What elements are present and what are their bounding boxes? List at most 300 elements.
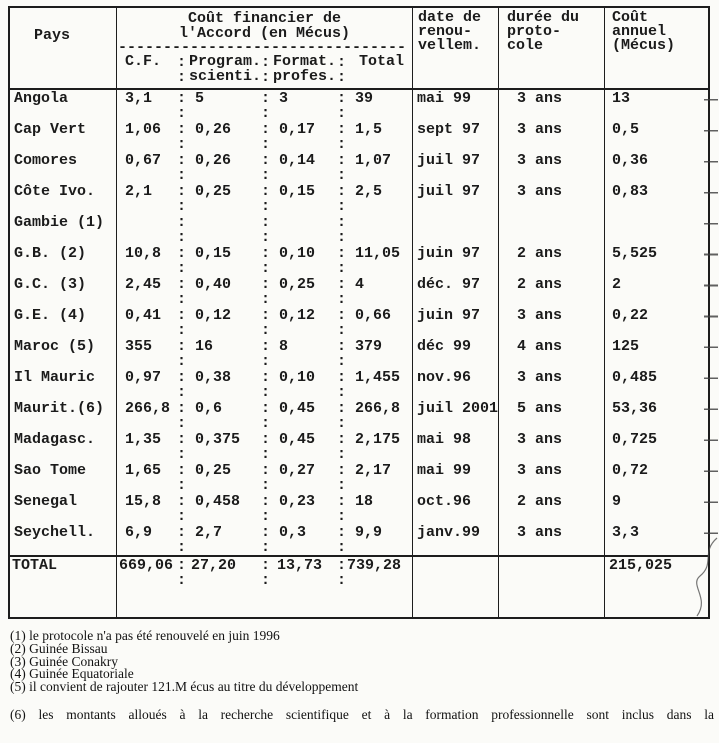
colon-separator [261,152,271,183]
colon: : [261,152,271,169]
colon: : [177,276,187,293]
cell-cost-group [117,214,413,245]
cell-pays: Cap Vert [10,121,117,152]
cell-pays: Comores [10,152,117,183]
colon: : [337,245,347,262]
cell-cf: 10,8 [125,245,162,262]
cell-annual: 215,025 [609,557,673,574]
colon: : [337,446,347,463]
cell-total: 4 [355,276,365,293]
cell-date: nov.96 [413,369,499,400]
colon-separator [337,54,347,69]
header-pays-label: Pays [34,27,71,44]
header-date [413,8,499,88]
colon: : [261,167,271,184]
colon-separator [337,214,347,245]
footnote-2: (2) Guinée Bissau [10,640,108,656]
colon: : [337,152,347,169]
colon-separator [337,524,347,555]
colon: : [177,260,187,277]
cell-program: 27,20 [191,557,237,574]
colon: : [177,508,187,525]
cell-cf: 0,67 [125,152,162,169]
colon: : [337,524,347,541]
cell-pays: Maurit.(6) [10,400,117,431]
cell-pays: Maroc (5) [10,338,117,369]
colon-separator [337,462,347,493]
colon-separator [337,245,347,276]
cell-cost-group [117,152,413,183]
colon: : [261,198,271,215]
cell-format: 0,23 [279,493,316,510]
colon: : [337,557,347,574]
footnote-5: (5) il convient de rajouter 121.M écus au titre du développement [10,679,359,695]
colon: : [177,291,187,308]
cell-annual: 0,5 [612,121,640,138]
colon: : [177,338,187,355]
cell-cf: 0,97 [125,369,162,386]
colon-separator [337,276,347,307]
table-row [10,462,708,493]
cell-total: 2,17 [355,462,392,479]
cell-annual: 0,725 [612,431,658,448]
colon-separator [177,152,187,183]
subheader-scienti: scienti. [189,68,262,85]
colon: : [261,462,271,479]
cell-program: 0,458 [195,493,241,510]
header-duree-line2: proto- [507,23,562,40]
cell-format: 0,45 [279,400,316,417]
cell-total: 1,07 [355,152,392,169]
table-row [10,183,708,214]
dashed-rule: -------------------------------- [118,41,407,54]
cell-cf: 1,06 [125,121,162,138]
cell-program: 0,12 [195,307,232,324]
colon: : [337,276,347,293]
subheader-line2 [117,69,412,84]
cell-format [271,214,337,245]
colon: : [177,90,187,107]
colon-separator [177,462,187,493]
colon-separator [177,121,187,152]
colon-separator [337,557,347,617]
colon-separator [337,121,347,152]
cell-total: 379 [355,338,383,355]
cell-date: mai 99 [413,462,499,493]
cell-pays: Côte Ivo. [10,183,117,214]
colon: : [261,69,271,86]
colon: : [177,415,187,432]
colon-separator [337,431,347,462]
subheader-line1 [117,54,412,69]
cell-duree [499,214,605,245]
cell-program: 0,375 [195,431,241,448]
colon: : [261,307,271,324]
colon: : [337,369,347,386]
cell-annual [605,214,708,245]
footnote-6: (6) les montants alloués à la recherche scientifique et à la formation professionnelle sont inclus dans la [10,706,714,722]
table-row [10,307,708,338]
colon: : [337,214,347,231]
cell-cost-group [117,121,413,152]
colon-separator [177,557,187,617]
cell-total: 1,455 [355,369,401,386]
colon-separator [261,338,271,369]
colon: : [261,572,271,589]
table-row [10,90,708,121]
table-row [10,152,708,183]
cell-date: sept 97 [413,121,499,152]
colon: : [261,400,271,417]
cell-date [413,214,499,245]
table-row [10,524,708,555]
colon: : [177,493,187,510]
cell-date: juin 97 [413,245,499,276]
cell-cf: 1,35 [125,431,162,448]
colon-separator [261,121,271,152]
cell-program: 0,15 [195,245,232,262]
table-row [10,214,708,245]
colon-separator [261,183,271,214]
colon: : [177,167,187,184]
cell-date: déc 99 [413,338,499,369]
cell-cost-group [117,183,413,214]
colon: : [177,462,187,479]
cell-cost-group [117,493,413,524]
colon: : [177,54,187,71]
cell-program: 0,40 [195,276,232,293]
cell-format: 0,45 [279,431,316,448]
cell-pays: TOTAL [10,557,117,617]
header-annual-line1: Coût [612,9,649,26]
colon-separator [177,69,187,84]
cell-total: 9,9 [355,524,383,541]
colon: : [337,105,347,122]
colon: : [261,353,271,370]
cell-format: 8 [279,338,289,355]
header-duree-line3: cole [507,37,544,54]
table-row [10,338,708,369]
cell-annual: 13 [612,90,631,107]
colon: : [261,260,271,277]
cell-duree: 3 ans [499,462,605,493]
cell-cf: 355 [125,338,153,355]
cell-duree: 2 ans [499,493,605,524]
cell-program: 0,25 [195,462,232,479]
cell-duree [499,557,605,617]
cell-total: 11,05 [355,245,401,262]
colon: : [261,121,271,138]
colon-separator [337,369,347,400]
colon: : [177,69,187,86]
colon: : [337,384,347,401]
cell-cost-group [117,245,413,276]
colon-separator [177,400,187,431]
cell-program: 5 [195,90,205,107]
colon-separator [261,54,271,69]
colon: : [177,121,187,138]
colon: : [337,291,347,308]
cell-annual: 125 [612,338,640,355]
colon: : [261,384,271,401]
colon: : [177,477,187,494]
colon-separator [261,276,271,307]
colon: : [261,508,271,525]
cell-format: 0,12 [279,307,316,324]
colon-separator [337,493,347,524]
header-annual-line2: annuel [612,23,667,40]
cell-total: 266,8 [355,400,401,417]
colon: : [337,90,347,107]
colon: : [261,291,271,308]
cell-cost-group [117,338,413,369]
subheader-total: Total [359,53,405,70]
cell-pays: Il Mauric [10,369,117,400]
cell-program: 0,25 [195,183,232,200]
table-row [10,431,708,462]
colon: : [261,214,271,231]
cell-cf: 2,45 [125,276,162,293]
cell-total: 18 [355,493,374,510]
cell-pays: G.C. (3) [10,276,117,307]
colon: : [337,462,347,479]
colon-separator [261,524,271,555]
colon-separator [261,557,271,617]
cell-format: 3 [279,90,289,107]
colon: : [261,524,271,541]
header-cost-group [117,8,413,88]
header-annual-line3: (Mécus) [612,37,676,54]
footnote-4: (4) Guinée Equatoriale [10,666,134,682]
cell-total: 0,66 [355,307,392,324]
colon: : [261,557,271,574]
cell-total: 739,28 [347,557,402,574]
colon-separator [261,69,271,84]
cell-format: 0,14 [279,152,316,169]
cell-pays: Sao Tome [10,462,117,493]
colon: : [337,229,347,246]
cell-cost-group [117,276,413,307]
cell-format: 0,10 [279,245,316,262]
colon: : [337,572,347,589]
colon-separator [261,369,271,400]
cost-group-title-line2: l'Accord (en Mécus) [178,25,351,42]
colon: : [261,245,271,262]
footnote-3: (3) Guinée Conakry [10,653,118,669]
cell-annual: 0,72 [612,462,649,479]
cell-annual: 9 [612,493,622,510]
subheader-program: Program. [189,53,262,70]
colon-separator [261,462,271,493]
colon: : [177,136,187,153]
colon-separator [177,493,187,524]
colon: : [177,152,187,169]
colon-separator [261,307,271,338]
cell-program [187,214,261,245]
colon: : [337,260,347,277]
colon-separator [177,245,187,276]
colon: : [261,276,271,293]
colon: : [261,415,271,432]
header-date-line3: vellem. [418,37,482,54]
colon-separator [177,369,187,400]
colon-separator [337,307,347,338]
cell-cost-group [117,369,413,400]
cell-date: juil 97 [413,152,499,183]
colon: : [177,214,187,231]
cell-date: juin 97 [413,307,499,338]
colon-separator [337,338,347,369]
cell-pays: Seychell. [10,524,117,555]
colon: : [177,400,187,417]
cell-program: 2,7 [195,524,223,541]
colon: : [337,198,347,215]
table-row [10,369,708,400]
cell-program: 0,38 [195,369,232,386]
colon-separator [177,524,187,555]
cell-duree: 3 ans [499,369,605,400]
cell-program: 0,26 [195,121,232,138]
cell-program: 0,26 [195,152,232,169]
colon: : [261,105,271,122]
subheader-total-line2 [347,69,412,84]
cell-format: 13,73 [277,557,323,574]
cell-annual: 0,22 [612,307,649,324]
colon: : [261,54,271,71]
cell-date: mai 99 [413,90,499,121]
cell-cost-group [117,557,413,617]
cell-duree: 3 ans [499,524,605,555]
cell-date: juil 2001 [413,400,499,431]
cell-date: juil 97 [413,183,499,214]
cell-pays: Madagasc. [10,431,117,462]
cell-annual: 3,3 [612,524,640,541]
subheader-format: Format. [273,53,337,70]
table-header [10,8,708,90]
colon: : [177,322,187,339]
colon: : [261,322,271,339]
header-annual [605,8,708,88]
cell-pays: Gambie (1) [10,214,117,245]
colon-separator [261,245,271,276]
colon-separator [177,183,187,214]
colon-separator [177,307,187,338]
colon: : [337,183,347,200]
cell-cf: 266,8 [125,400,171,417]
colon: : [337,54,347,71]
cell-cost-group [117,90,413,121]
colon: : [177,524,187,541]
colon: : [337,353,347,370]
cell-duree: 3 ans [499,90,605,121]
cell-format: 0,27 [279,462,316,479]
colon: : [261,446,271,463]
colon: : [261,477,271,494]
cell-date: déc. 97 [413,276,499,307]
colon: : [261,431,271,448]
cell-total: 2,5 [355,183,383,200]
cell-format: 0,17 [279,121,316,138]
cell-pays: Angola [10,90,117,121]
cell-duree: 5 ans [499,400,605,431]
table-total-row [10,555,708,617]
cell-program: 0,6 [195,400,223,417]
cell-cf: 1,65 [125,462,162,479]
cell-cost-group [117,431,413,462]
colon-separator [177,431,187,462]
cell-annual: 0,485 [612,369,658,386]
header-date-line1: date de [418,9,482,26]
cell-total: 2,175 [355,431,401,448]
colon: : [261,493,271,510]
cell-format: 0,10 [279,369,316,386]
cell-format: 0,3 [279,524,307,541]
cell-annual: 0,36 [612,152,649,169]
colon-separator [177,338,187,369]
colon-separator [177,276,187,307]
colon: : [261,229,271,246]
subheader-profes: profes. [273,68,337,85]
colon: : [337,539,347,556]
colon-separator [177,54,187,69]
cell-annual: 53,36 [612,400,658,417]
cell-annual: 5,525 [612,245,658,262]
colon: : [177,245,187,262]
colon: : [261,183,271,200]
colon: : [261,338,271,355]
colon: : [177,307,187,324]
header-duree [499,8,605,88]
colon: : [337,322,347,339]
table-row [10,121,708,152]
colon: : [177,369,187,386]
cell-annual: 2 [612,276,622,293]
colon: : [337,431,347,448]
colon-separator [261,214,271,245]
colon: : [261,539,271,556]
colon: : [177,105,187,122]
table-row [10,245,708,276]
cell-duree: 4 ans [499,338,605,369]
colon-separator [261,431,271,462]
colon: : [261,136,271,153]
cell-annual: 0,83 [612,183,649,200]
colon: : [337,477,347,494]
colon-separator [177,90,187,121]
colon: : [177,431,187,448]
cell-format: 0,25 [279,276,316,293]
cell-pays: G.B. (2) [10,245,117,276]
cost-table [8,6,710,619]
cell-program: 16 [195,338,214,355]
cell-cf: 2,1 [125,183,153,200]
cell-total [347,214,412,245]
colon: : [177,183,187,200]
table-body [10,90,708,555]
cell-duree: 3 ans [499,183,605,214]
colon-separator [337,90,347,121]
cell-cf: 669,06 [119,557,174,574]
cell-pays: G.E. (4) [10,307,117,338]
footnote-1: (1) le protocole n'a pas été renouvelé en juin 1996 [10,628,280,643]
cell-cf [117,214,177,245]
colon: : [261,90,271,107]
colon-separator [337,69,347,84]
colon: : [337,508,347,525]
cell-cost-group [117,524,413,555]
cell-duree: 3 ans [499,431,605,462]
cell-cf: 6,9 [125,524,153,541]
